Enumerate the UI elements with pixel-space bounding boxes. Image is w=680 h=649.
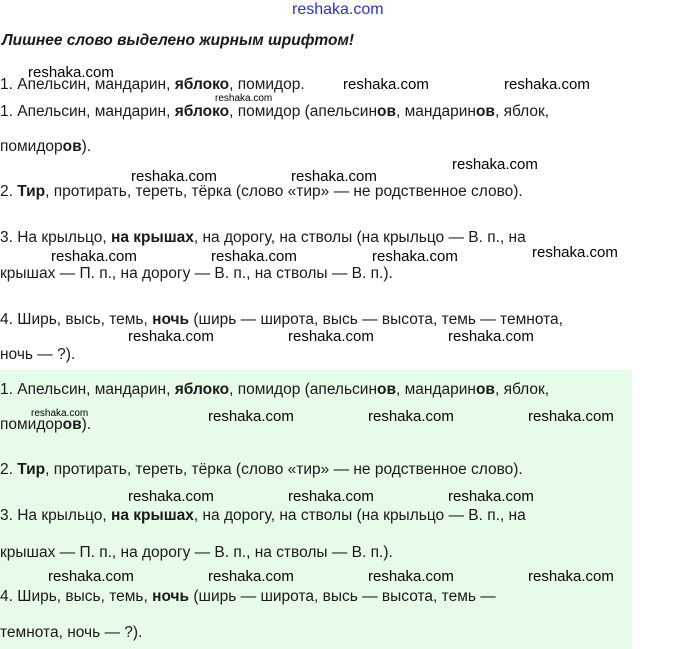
watermark: reshaka.com xyxy=(528,408,614,425)
text-line: 3. На крыльцо, на крышах, на дорогу, на стволы (на крыльцо — В. п., на xyxy=(0,507,526,524)
watermark: reshaka.com xyxy=(368,408,454,425)
watermark: reshaka.com xyxy=(528,568,614,585)
text-line: 4. Ширь, высь, темь, ночь (ширь — широта, высь — высота, темь — xyxy=(0,588,496,605)
text-line: крышах — П. п., на дорогу — В. п., на стволы — В. п.). xyxy=(0,265,393,282)
watermark: reshaka.com xyxy=(51,248,137,265)
text-line: ночь — ?). xyxy=(0,346,76,363)
text-line: помидоров). xyxy=(0,416,92,433)
watermark: reshaka.com xyxy=(208,408,294,425)
watermark: reshaka.com xyxy=(448,488,534,505)
watermark: reshaka.com xyxy=(368,568,454,585)
text-line: крышах — П. п., на дорогу — В. п., на стволы — В. п.). xyxy=(0,544,393,561)
watermark: reshaka.com xyxy=(211,248,297,265)
watermark: reshaka.com xyxy=(208,568,294,585)
intro-note: Лишнее слово выделено жирным шрифтом! xyxy=(2,32,355,49)
watermark: reshaka.com xyxy=(504,76,590,93)
watermark: reshaka.com xyxy=(532,244,618,261)
text-line: темнота, ночь — ?). xyxy=(0,624,143,641)
text-line: 1. Апельсин, мандарин, яблоко, помидор. xyxy=(0,76,305,93)
text-line: помидоров). xyxy=(0,138,92,155)
watermark: reshaka.com xyxy=(128,328,214,345)
watermark: reshaka.com xyxy=(128,488,214,505)
watermark: reshaka.com xyxy=(215,93,273,104)
text-line: 2. Тир, протирать, тереть, тёрка (слово «тир» — не родственное слово). xyxy=(0,183,523,200)
site-header-link[interactable]: reshaka.com xyxy=(292,1,384,18)
watermark: reshaka.com xyxy=(291,168,377,185)
watermark: reshaka.com xyxy=(452,156,538,173)
watermark: reshaka.com xyxy=(448,328,534,345)
text-line: 1. Апельсин, мандарин, яблоко, помидор (апельсинов, мандаринов, яблок, xyxy=(0,103,550,120)
watermark: reshaka.com xyxy=(288,488,374,505)
watermark: reshaka.com xyxy=(131,168,217,185)
text-line: 3. На крыльцо, на крышах, на дорогу, на стволы (на крыльцо — В. п., на xyxy=(0,229,526,246)
text-line: 1. Апельсин, мандарин, яблоко, помидор (апельсинов, мандаринов, яблок, xyxy=(0,381,550,398)
watermark: reshaka.com xyxy=(343,76,429,93)
watermark: reshaka.com xyxy=(28,64,114,81)
text-line: 2. Тир, протирать, тереть, тёрка (слово «тир» — не родственное слово). xyxy=(0,461,523,478)
watermark: reshaka.com xyxy=(48,568,134,585)
watermark: reshaka.com xyxy=(31,408,89,419)
text-line: 4. Ширь, высь, темь, ночь (ширь — широта, высь — высота, темь — темнота, xyxy=(0,311,563,328)
watermark: reshaka.com xyxy=(288,328,374,345)
watermark: reshaka.com xyxy=(372,248,458,265)
